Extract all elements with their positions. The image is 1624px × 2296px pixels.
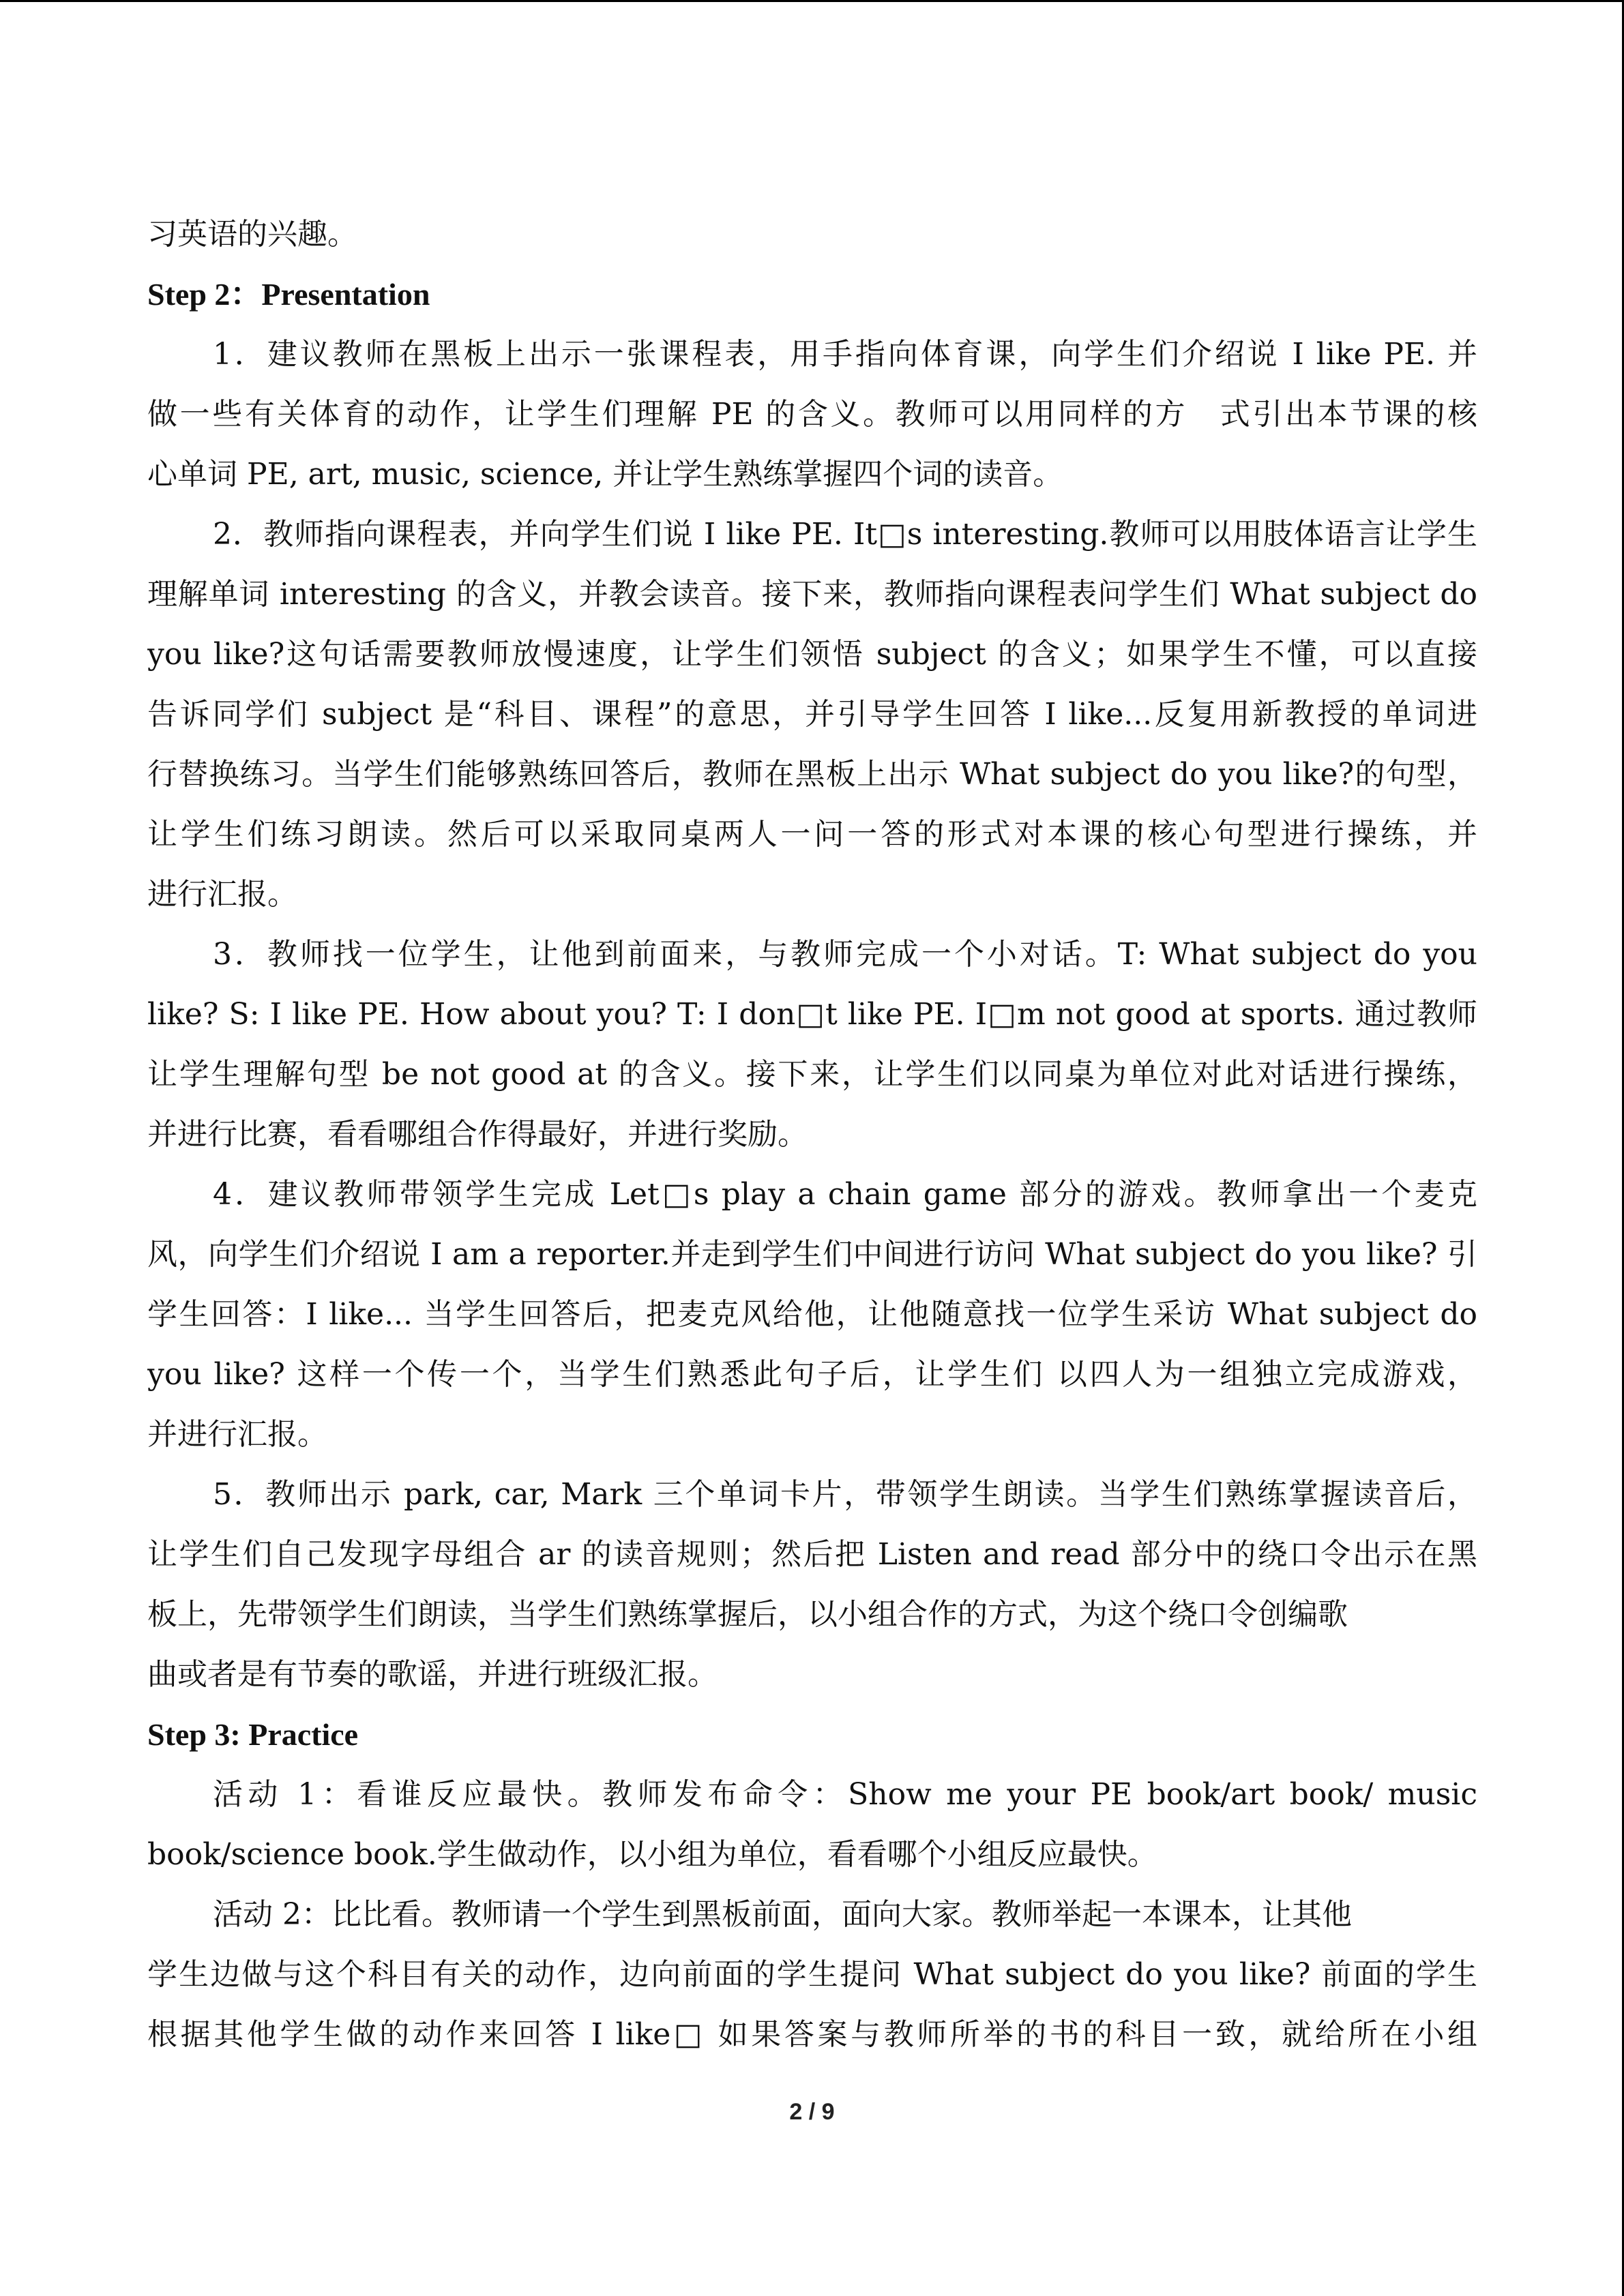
paragraph-line: 并进行汇报。 xyxy=(147,1417,327,1452)
paragraph-line: 活动 2：比比看。教师请一个学生到黑板前面，面向大家。教师举起一本课本，让其他 xyxy=(213,1897,1352,1932)
paragraph-line: 让学生们练习朗读。然后可以采取同桌两人一问一答的形式对本课的核心句型进行操练，并 xyxy=(147,817,1477,852)
paragraph-line: 心单词 PE, art, music, science, 并让学生熟练掌握四个词的读音。 xyxy=(147,457,1063,492)
paragraph-line: 理解单词 interesting 的含义，并教会读音。接下来，教师指向课程表问学生们 What subject do xyxy=(147,577,1477,612)
text-line: 习英语的兴趣。 xyxy=(147,217,357,252)
paragraph-line: 风，向学生们介绍说 I am a reporter.并走到学生们中间进行访问 What subject do you like? 引 xyxy=(147,1237,1477,1272)
paragraph-line: 2．教师指向课程表，并向学生们说 I like PE. It□s interesting.教师可以用肢体语言让学生 xyxy=(213,517,1477,552)
paragraph-line: book/science book.学生做动作，以小组为单位，看看哪个小组反应最快。 xyxy=(147,1837,1157,1872)
paragraph-line: 做一些有关体育的动作，让学生们理解 PE 的含义。教师可以用同样的方 式引出本节课的核 xyxy=(147,397,1477,432)
paragraph-line: 进行汇报。 xyxy=(147,877,297,912)
paragraph-line: 板上，先带领学生们朗读，当学生们熟练掌握后，以小组合作的方式，为这个绕口令创编歌 xyxy=(147,1597,1348,1632)
paragraph-line: 5．教师出示 park, car, Mark 三个单词卡片，带领学生朗读。当学生们熟练掌握读音后， xyxy=(213,1477,1477,1512)
page-border-top xyxy=(0,0,1624,2)
paragraph-line: you like? 这样一个传一个，当学生们熟悉此句子后，让学生们 以四人为一组独立完成游戏， xyxy=(147,1357,1477,1392)
document-body xyxy=(147,205,1477,2065)
paragraph-line: 4．建议教师带领学生完成 Let□s play a chain game 部分的游戏。教师拿出一个麦克 xyxy=(213,1177,1477,1212)
paragraph-line: 1．建议教师在黑板上出示一张课程表，用手指向体育课，向学生们介绍说 I like PE. 并 xyxy=(213,337,1477,372)
paragraph-line: 让学生们自己发现字母组合 ar 的读音规则；然后把 Listen and read 部分中的绕口令出示在黑 xyxy=(147,1537,1477,1572)
section-heading-practice: Step 3: Practice xyxy=(147,1717,359,1752)
section-heading-presentation: Step 2：Presentation xyxy=(147,277,430,312)
paragraph-line: 曲或者是有节奏的歌谣，并进行班级汇报。 xyxy=(147,1657,718,1692)
paragraph-line: 学生回答：I like... 当学生回答后，把麦克风给他，让他随意找一位学生采访 What subject do xyxy=(147,1297,1477,1332)
paragraph-line: like? S: I like PE. How about you? T: I don□t like PE. I□m not good at sports. 通过教师 xyxy=(147,997,1477,1032)
paragraph-line: 告诉同学们 subject 是“科目、课程”的意思，并引导学生回答 I like...反复用新教授的单词进 xyxy=(147,697,1477,732)
paragraph-line: you like?这句话需要教师放慢速度，让学生们领悟 subject 的含义；如果学生不懂，可以直接 xyxy=(147,637,1477,672)
paragraph-line: 行替换练习。当学生们能够熟练回答后，教师在黑板上出示 What subject do you like?的句型， xyxy=(147,757,1477,792)
paragraph-line: 3．教师找一位学生，让他到前面来，与教师完成一个小对话。T: What subject do you xyxy=(213,937,1477,972)
paragraph-line: 让学生理解句型 be not good at 的含义。接下来，让学生们以同桌为单位对此对话进行操练， xyxy=(147,1057,1477,1092)
paragraph-line: 学生边做与这个科目有关的动作，边向前面的学生提问 What subject do you like? 前面的学生 xyxy=(147,1957,1477,1992)
paragraph-line: 根据其他学生做的动作来回答 I like□ 如果答案与教师所举的书的科目一致，就给所在小组 xyxy=(147,2017,1477,2052)
paragraph-line: 并进行比赛，看看哪组合作得最好，并进行奖励。 xyxy=(147,1117,808,1152)
page-number: 2 / 9 xyxy=(789,2099,835,2125)
paragraph-line: 活动 1：看谁反应最快。教师发布命令：Show me your PE book/art book/ music xyxy=(213,1777,1477,1812)
